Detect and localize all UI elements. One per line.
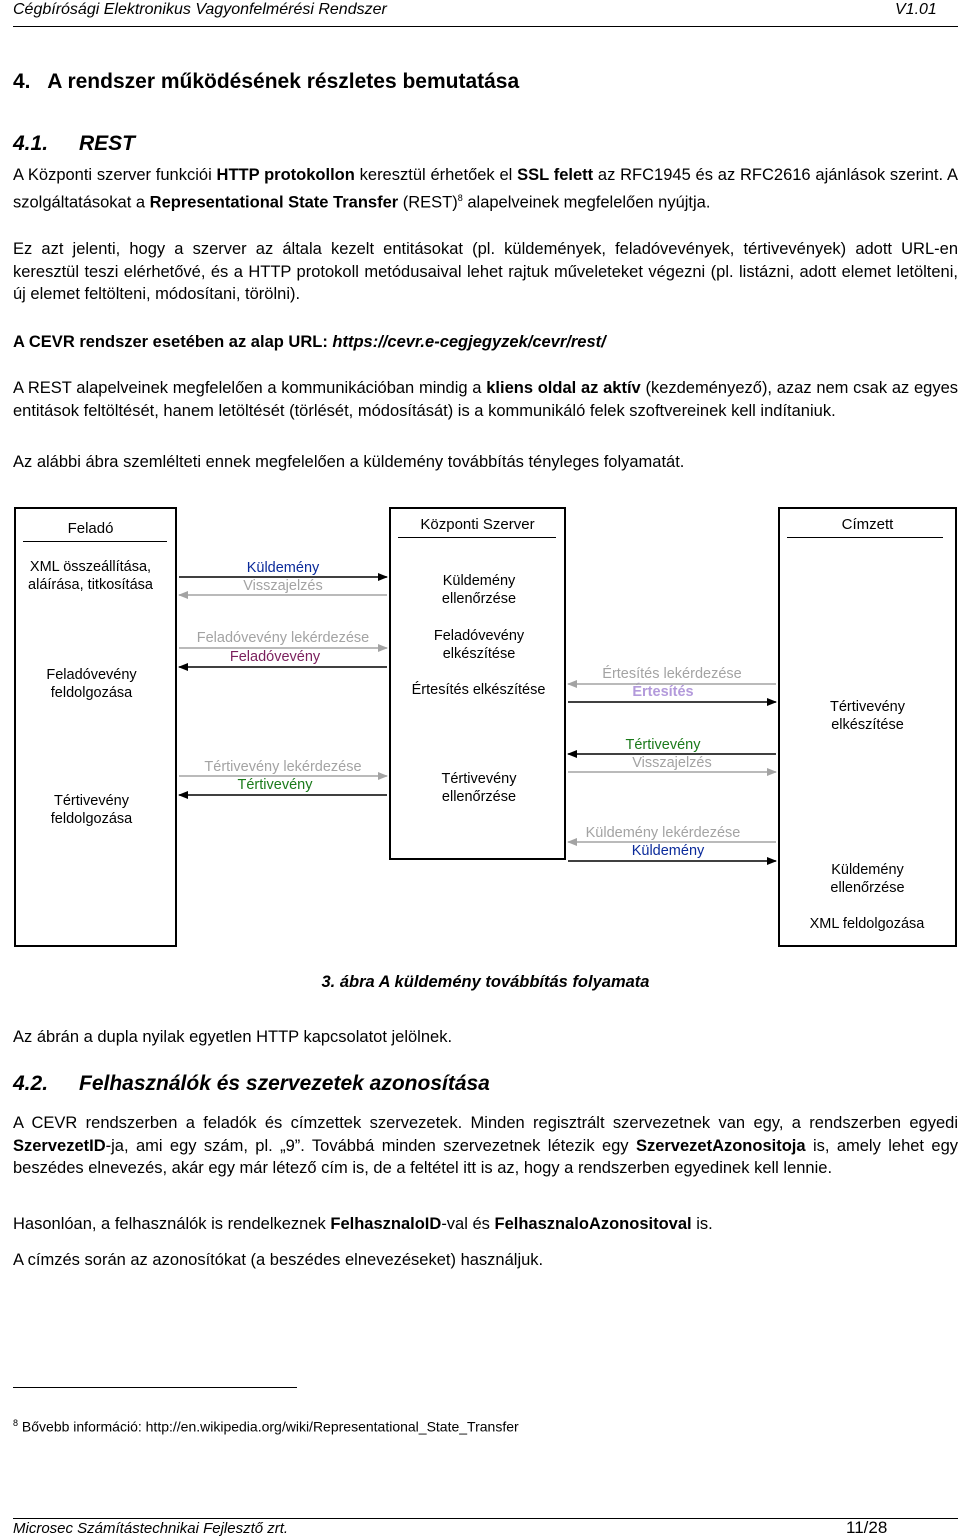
header-version: V1.01 (895, 1, 937, 18)
footer-company: Microsec Számítástechnikai Fejlesztő zrt. (13, 1520, 289, 1537)
paragraph-base-url: A CEVR rendszer esetében az alap URL: https://cevr.e-cegjegyzek/cevr/rest/ (13, 333, 606, 351)
sender-step-receipt: Feladóvevény feldolgozása (46, 667, 137, 701)
subsection-heading-identification (13, 1072, 490, 1096)
header-title: Cégbírósági Elektronikus Vagyonfelmérési Rendszer (13, 1, 387, 18)
paragraph-users: Hasonlóan, a felhasználók is rendelkeznek FelhasznaloID-val és FelhasznaloAzonositoval is. (13, 1215, 713, 1233)
arrow2-label-bottom: Feladóvevény (229, 649, 321, 665)
recipient-column-title: Címzett (841, 516, 894, 533)
arrow3-label-bottom: Tértivevény (237, 777, 313, 793)
paragraph-organizations: A CEVR rendszerben a feladók és címzettek szervezetek. Minden regisztrált szervezetnek van egy, a rendszerben egyedi SzervezetID-ja, ami egy szám, pl. „9”. Továbbá minden szervezetnek létezik egy SzervezetAzonositoja is, amely lehet egy beszédes elnevezés, akár egy már létező cím is, de a feltétel itt is az, hogy a rendszerben egyedinek kell lennie. (13, 1114, 958, 1177)
footnote-rule (13, 1387, 297, 1388)
arrow1-label-bottom: Visszajelzés (243, 578, 323, 594)
footnote: $^8$ Bővebb információ: http://en.wikipedia.org/wiki/Representational_State_Transfer (13, 1418, 519, 1435)
server-step-notification: Értesítés elkészítése (411, 682, 546, 698)
arrow6-label-bottom: Küldemény (631, 843, 705, 859)
figure-caption: 3. ábra A küldemény továbbítás folyamata (321, 973, 650, 991)
sender-step-xml: XML összeállítása, aláírása, titkosítása (28, 559, 153, 593)
paragraph-intro: A Központi szerver funkciói HTTP protokollon keresztül érhetőek el SSL felett az RFC1945 és az RFC2616 ajánlások szerint. A szolgáltatásokat a Representational State Transfer (REST)$^8$ alapelveinek megfelelően nyújtja. (13, 166, 958, 211)
server-step-receipt: Feladóvevény elkészítése (433, 628, 525, 662)
server-column-title: Központi Szerver (420, 516, 535, 533)
paragraph-entities: Ez azt jelenti, hogy a szerver az általa kezelt entitásokat (pl. küldemények, feladóvevények, tértivevények) adott URL-en keresztül teszi elérhetővé, és a HTTP protokoll metódusaival lehet rajtuk műveleteket végezni (pl. listázni, adott elemet letölteni, új elemet feltölteni, módosítani, törölni). (13, 240, 958, 303)
subsection-title: Felhasználók és szervezetek azonosítása (79, 1072, 490, 1095)
base-url: https://cevr.e-cegjegyzek/cevr/rest/ (332, 333, 606, 351)
arrow3-label-top: Tértivevény lekérdezése (204, 759, 362, 775)
paragraph-addressing: A címzés során az azonosítókat (a beszédes elnevezéseket) használjuk. (13, 1251, 544, 1269)
arrow4-label-top: Értesítés lekérdezése (602, 666, 742, 682)
arrow2-label-top: Feladóvevény lekérdezése (196, 630, 370, 646)
section-heading: 4. A rendszer működésének részletes bemutatása (13, 70, 520, 93)
paragraph-client-active: A REST alapelveinek megfelelően a kommunikációban mindig a kliens oldal az aktív (kezdeményező), azaz nem csak az egyes entitások feltöltését, hanem letöltését (törlését, módosítását) is a kommunikáló felek szoftvereinek kell indítaniuk. (13, 379, 958, 420)
arrow5-label-bottom: Visszajelzés (632, 755, 712, 771)
server-step-return-check: Tértivevény ellenőrzése (441, 771, 517, 805)
subsection-number: 4.1. (13, 132, 49, 155)
server-step-check: Küldemény ellenőrzése (441, 573, 517, 607)
arrow6-label-top: Küldemény lekérdezése (585, 825, 741, 841)
arrow5-label-top: Tértivevény (625, 737, 701, 753)
arrow4-label-bottom: Értesítés (632, 684, 694, 700)
footer-page-number: 11/28 (846, 1518, 888, 1537)
paragraph-diagram-intro: Az alábbi ábra szemlélteti ennek megfelelően a küldemény továbbítás tényleges folyamatát. (13, 453, 685, 471)
subsection-number: 4.2. (13, 1072, 49, 1095)
recipient-step-xml: XML feldolgozása (809, 916, 925, 932)
sender-step-return-receipt: Tértivevény feldolgozása (50, 793, 133, 827)
subsection-title: REST (79, 132, 136, 155)
footer-rule (13, 1518, 958, 1519)
sender-column-title: Feladó (67, 520, 114, 537)
arrow1-label-top: Küldemény (246, 560, 320, 576)
paragraph-double-arrow: Az ábrán a dupla nyilak egyetlen HTTP kapcsolatot jelölnek. (13, 1028, 453, 1046)
recipient-step-return-receipt: Tértivevény elkészítése (830, 699, 905, 733)
recipient-step-check: Küldemény ellenőrzése (830, 862, 905, 896)
